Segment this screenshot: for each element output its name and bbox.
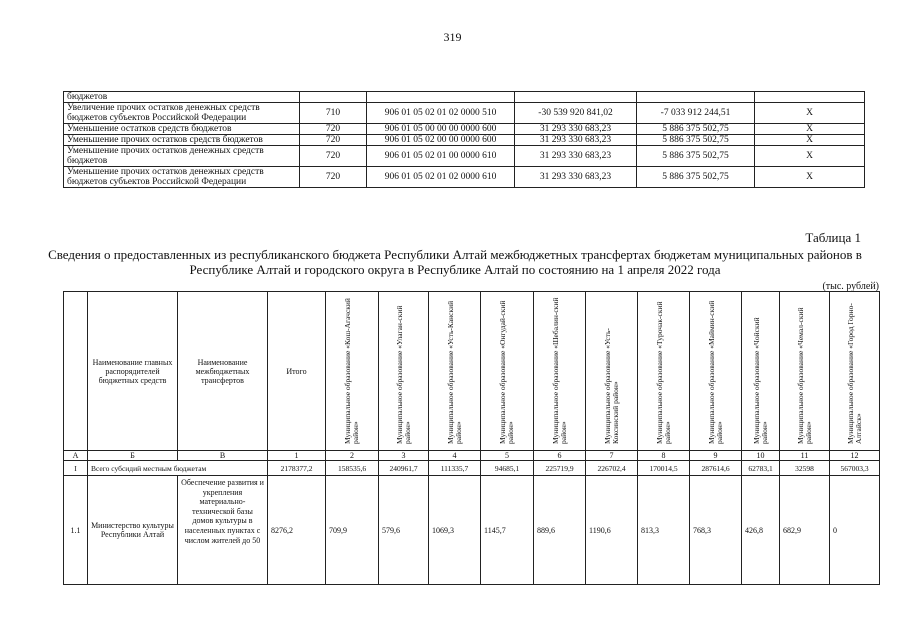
total-value-cell: 225719,9 bbox=[534, 461, 586, 476]
index-cell: 4 bbox=[429, 451, 481, 461]
table-title: Сведения о предоставленных из республиканского бюджета Республики Алтай межбюджетных трансфертах бюджетам муниципальных районов в Республике Алтай и городского округа в Республике Алтай по состоянию на 1 апреля 2022 года bbox=[48, 247, 862, 277]
cell-name: бюджетов bbox=[64, 92, 300, 103]
cell-v1: 31 293 330 683,23 bbox=[515, 124, 637, 135]
cell-v1: 31 293 330 683,23 bbox=[515, 146, 637, 167]
table-row bbox=[64, 135, 865, 146]
cell-v3: X bbox=[755, 103, 865, 124]
index-cell: 7 bbox=[586, 451, 638, 461]
header-muni: Муниципальное образование «Кош-Агачский район» bbox=[326, 292, 379, 451]
header-transfer: Наименование межбюджетных трансфертов bbox=[178, 292, 268, 451]
value-cell: 579,6 bbox=[379, 476, 429, 585]
header-muni: Муниципальное образование «Шебалин-ский район» bbox=[534, 292, 586, 451]
total-value-cell: 32598 bbox=[780, 461, 830, 476]
cell-v2: 5 886 375 502,75 bbox=[637, 124, 755, 135]
header-total: Итого bbox=[268, 292, 326, 451]
cell-v3: X bbox=[755, 124, 865, 135]
cell-code: 720 bbox=[300, 135, 367, 146]
value-cell: 426,8 bbox=[742, 476, 780, 585]
cell-v2 bbox=[637, 92, 755, 103]
cell-v1: -30 539 920 841,02 bbox=[515, 103, 637, 124]
value-cell: 1069,3 bbox=[429, 476, 481, 585]
table-row bbox=[64, 92, 865, 103]
cell-kbk bbox=[367, 92, 515, 103]
value-cell: 813,3 bbox=[638, 476, 690, 585]
row-num: 1.1 bbox=[64, 476, 88, 585]
header-muni: Муниципальное образование «Усть-Коксинский район» bbox=[586, 292, 638, 451]
total-value-cell: 170014,5 bbox=[638, 461, 690, 476]
table-row bbox=[64, 103, 865, 124]
index-cell: А bbox=[64, 451, 88, 461]
index-cell: 11 bbox=[780, 451, 830, 461]
value-cell: 768,3 bbox=[690, 476, 742, 585]
table-row bbox=[64, 167, 865, 188]
page-number: 319 bbox=[443, 30, 462, 44]
total-value-cell: 158535,6 bbox=[326, 461, 379, 476]
header-admin: Наименование главных распорядителей бюджетных средств bbox=[88, 292, 178, 451]
total-value-cell: 111335,7 bbox=[429, 461, 481, 476]
total-value-cell: 226702,4 bbox=[586, 461, 638, 476]
cell-v2: -7 033 912 244,51 bbox=[637, 103, 755, 124]
cell-v3: X bbox=[755, 167, 865, 188]
index-cell: Б bbox=[88, 451, 178, 461]
cell-v3: X bbox=[755, 146, 865, 167]
row-transfer: Обеспечение развития и укрепления материально-технической базы домов культуры в населенных пунктах с числом жителей до 50 bbox=[178, 476, 268, 585]
cell-name: Уменьшение прочих остатков средств бюджетов bbox=[64, 135, 300, 146]
index-cell: 6 bbox=[534, 451, 586, 461]
value-cell: 682,9 bbox=[780, 476, 830, 585]
cell-code bbox=[300, 92, 367, 103]
total-value-cell: 240961,7 bbox=[379, 461, 429, 476]
header-muni: Муниципальное образование «Улаган-ский район» bbox=[379, 292, 429, 451]
index-cell: 8 bbox=[638, 451, 690, 461]
cell-v2: 5 886 375 502,75 bbox=[637, 135, 755, 146]
cell-name: Уменьшение прочих остатков денежных средств бюджетов субъектов Российской Федерации bbox=[64, 167, 300, 188]
cell-v1 bbox=[515, 92, 637, 103]
cell-name: Уменьшение остатков средств бюджетов bbox=[64, 124, 300, 135]
cell-v2: 5 886 375 502,75 bbox=[637, 146, 755, 167]
table-row bbox=[64, 124, 865, 135]
cell-kbk: 906 01 05 02 01 02 0000 510 bbox=[367, 103, 515, 124]
transfers-table bbox=[63, 291, 880, 585]
row-admin: Министерство культуры Республики Алтай bbox=[88, 476, 178, 585]
header-row bbox=[64, 292, 880, 451]
table-row bbox=[64, 146, 865, 167]
value-cell: 889,6 bbox=[534, 476, 586, 585]
value-cell: 0 bbox=[830, 476, 880, 585]
cell-name: Увеличение прочих остатков денежных средств бюджетов субъектов Российской Федерации bbox=[64, 103, 300, 124]
total-row-num: I bbox=[64, 461, 88, 476]
value-cell: 1190,6 bbox=[586, 476, 638, 585]
total-value-cell: 2178377,2 bbox=[268, 461, 326, 476]
index-cell: 1 bbox=[268, 451, 326, 461]
value-cell: 709,9 bbox=[326, 476, 379, 585]
index-cell: В bbox=[178, 451, 268, 461]
cell-v1: 31 293 330 683,23 bbox=[515, 135, 637, 146]
index-cell: 12 bbox=[830, 451, 880, 461]
header-muni: Муниципальное образование «Турочак-ский район» bbox=[638, 292, 690, 451]
header-muni: Муниципальное образование «Маймин-ский район» bbox=[690, 292, 742, 451]
header-num bbox=[64, 292, 88, 451]
total-row-label: Всего субсидий местным бюджетам bbox=[88, 461, 268, 476]
index-cell: 10 bbox=[742, 451, 780, 461]
cell-code: 720 bbox=[300, 167, 367, 188]
cell-v3: X bbox=[755, 135, 865, 146]
index-cell: 3 bbox=[379, 451, 429, 461]
total-value-cell: 62783,1 bbox=[742, 461, 780, 476]
cell-v2: 5 886 375 502,75 bbox=[637, 167, 755, 188]
table-row bbox=[64, 476, 880, 585]
cell-code: 720 bbox=[300, 124, 367, 135]
index-cell: 2 bbox=[326, 451, 379, 461]
index-row bbox=[64, 451, 880, 461]
cell-kbk: 906 01 05 02 00 00 0000 600 bbox=[367, 135, 515, 146]
cell-kbk: 906 01 05 02 01 00 0000 610 bbox=[367, 146, 515, 167]
total-row bbox=[64, 461, 880, 476]
table-caption: Таблица 1 bbox=[805, 230, 861, 245]
index-cell: 9 bbox=[690, 451, 742, 461]
cell-kbk: 906 01 05 00 00 00 0000 600 bbox=[367, 124, 515, 135]
cell-code: 720 bbox=[300, 146, 367, 167]
header-muni: Муниципальное образование «Чойский район» bbox=[742, 292, 780, 451]
total-value-cell: 567003,3 bbox=[830, 461, 880, 476]
cell-v3 bbox=[755, 92, 865, 103]
cell-code: 710 bbox=[300, 103, 367, 124]
units-label: (тыс. рублей) bbox=[822, 281, 879, 292]
header-muni: Муниципальное образование «Город Горно-Алтайск» bbox=[830, 292, 880, 451]
cell-v1: 31 293 330 683,23 bbox=[515, 167, 637, 188]
header-muni: Муниципальное образование «Усть-Канский район» bbox=[429, 292, 481, 451]
cell-kbk: 906 01 05 02 01 02 0000 610 bbox=[367, 167, 515, 188]
cell-name: Уменьшение прочих остатков денежных средств бюджетов bbox=[64, 146, 300, 167]
total-value-cell: 287614,6 bbox=[690, 461, 742, 476]
total-value-cell: 94685,1 bbox=[481, 461, 534, 476]
value-cell: 1145,7 bbox=[481, 476, 534, 585]
sources-table bbox=[63, 91, 865, 188]
index-cell: 5 bbox=[481, 451, 534, 461]
value-cell: 8276,2 bbox=[268, 476, 326, 585]
header-muni: Муниципальное образование «Онгудай-ский район» bbox=[481, 292, 534, 451]
header-muni: Муниципальное образование «Чемал-ский район» bbox=[780, 292, 830, 451]
